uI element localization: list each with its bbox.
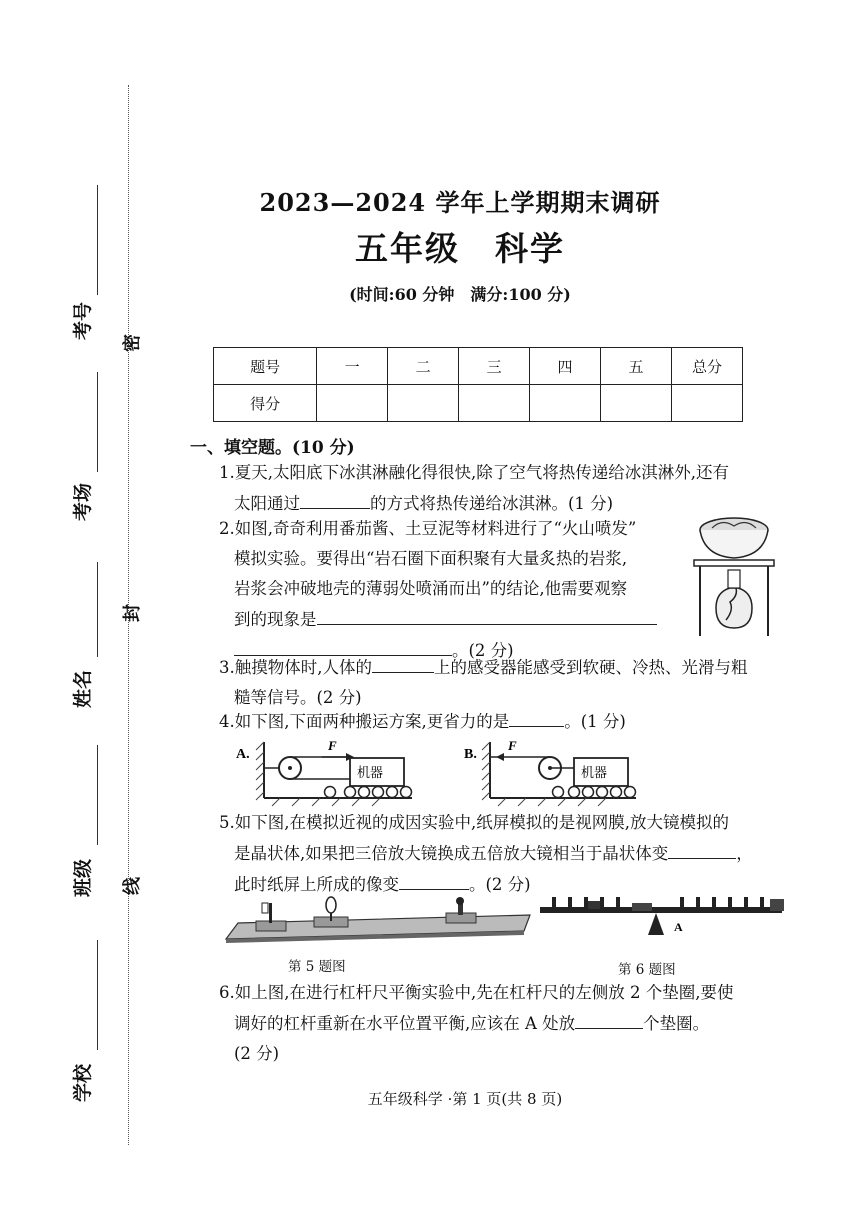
question-text-part: 。(2 分) [452, 641, 514, 660]
question-text-part: ， [736, 844, 753, 863]
seal-word-mi: 密 [122, 334, 143, 352]
answer-blank[interactable] [399, 869, 469, 890]
question-text [219, 838, 819, 869]
force-label: F [328, 738, 337, 753]
answer-blank[interactable] [509, 706, 564, 727]
score-cell: 总分 [671, 348, 742, 385]
score-cell: 题号 [214, 348, 317, 385]
score-entry-cell[interactable] [671, 385, 742, 422]
side-label-school: 学校 [72, 1063, 94, 1102]
answer-blank[interactable] [300, 488, 370, 509]
score-entry-cell[interactable] [317, 385, 388, 422]
volcano-experiment-figure [686, 512, 782, 640]
score-table [213, 347, 743, 422]
class-write-line [97, 745, 99, 845]
score-cell: 三 [459, 348, 530, 385]
question-text-part: 太阳通过 [234, 494, 300, 513]
answer-blank[interactable] [372, 652, 434, 673]
score-table-header-row [214, 348, 743, 385]
answer-blank[interactable] [668, 838, 736, 859]
exam-time-info: (时间:60 分钟 满分:100 分) [349, 285, 571, 304]
score-cell: 得分 [214, 385, 317, 422]
seal-word-xian: 线 [122, 877, 143, 895]
side-label-exam-number: 考号 [72, 301, 94, 340]
pulley-option-a [236, 738, 412, 806]
exam-year-title: 2023—2024 学年上学期期末调研 [259, 188, 661, 217]
section-title: 一、填空题。(10 分) [190, 438, 355, 458]
question-text-part: 调好的杠杆重新在水平位置平衡,应该在 A 处放 [234, 1014, 576, 1033]
name-write-line [97, 562, 99, 657]
pulley-options-figure [232, 738, 642, 808]
exam-subject-title: 五年级 科学 [355, 229, 565, 268]
question-text-part: 个垫圈。 [643, 1014, 710, 1033]
question-text-part: 4.如下图,下面两种搬运方案,更省力的是 [219, 712, 510, 731]
figure-6-caption: 第 6 题图 [618, 962, 676, 978]
school-write-line [97, 940, 99, 1050]
question-text [219, 652, 809, 683]
score-entry-cell[interactable] [601, 385, 672, 422]
score-entry-cell[interactable] [530, 385, 601, 422]
machine-label: 机器 [581, 766, 608, 781]
option-a-label: A. [236, 747, 250, 762]
question-3 [219, 652, 809, 713]
score-table-score-row [214, 385, 743, 422]
score-cell: 二 [388, 348, 459, 385]
question-text-part: 到的现象是 [234, 610, 317, 629]
question-text: 6.如上图,在进行杠杆尺平衡实验中,先在杠杆尺的左侧放 2 个垫圈,要使 [219, 983, 734, 1002]
question-text: 糙等信号。(2 分) [234, 688, 362, 707]
pulley-option-b [464, 738, 636, 806]
lever-balance-figure [538, 893, 786, 941]
side-label-name: 姓名 [72, 669, 94, 708]
question-text-part: 是晶状体,如果把三倍放大镜换成五倍放大镜相当于晶状体变 [234, 844, 669, 863]
question-text: 1.夏天,太阳底下冰淇淋融化得很快,除了空气将热传递给冰淇淋外,还有 [219, 463, 729, 482]
question-text-part: 的方式将热传递给冰淇淋。(1 分) [370, 494, 614, 513]
score-entry-cell[interactable] [388, 385, 459, 422]
question-text-part: 。(2 分) [469, 875, 531, 894]
machine-label: 机器 [357, 766, 384, 781]
figure-5-caption: 第 5 题图 [288, 959, 346, 975]
question-4 [219, 706, 809, 737]
lever-point-a-label: A [674, 920, 683, 934]
page-footer: 五年级科学 ·第 1 页(共 8 页) [367, 1090, 563, 1108]
question-text [219, 1008, 819, 1039]
force-label: F [508, 738, 517, 753]
question-text-part: 上的感受器能感受到软硬、冷热、光滑与粗 [434, 658, 748, 677]
score-cell: 五 [601, 348, 672, 385]
question-text: 岩浆会冲破地壳的薄弱处喷涌而出”的结论,他需要观察 [234, 579, 628, 598]
question-text [219, 706, 809, 737]
question-1 [219, 458, 799, 519]
side-label-class: 班级 [72, 858, 94, 897]
question-text: (2 分) [234, 1044, 280, 1063]
option-b-label: B. [464, 747, 477, 762]
question-text-part: 此时纸屏上所成的像变 [234, 875, 399, 894]
myopia-experiment-figure [224, 895, 532, 945]
score-entry-cell[interactable] [459, 385, 530, 422]
question-text-part: 3.触摸物体时,人体的 [219, 658, 372, 677]
question-6 [219, 978, 819, 1069]
exam-room-write-line [97, 372, 99, 472]
score-cell: 一 [317, 348, 388, 385]
side-label-exam-room: 考场 [72, 482, 94, 521]
seal-word-feng: 封 [122, 604, 143, 622]
score-cell: 四 [530, 348, 601, 385]
answer-blank[interactable] [317, 604, 657, 625]
question-2 [219, 514, 699, 666]
answer-blank[interactable] [575, 1008, 643, 1029]
question-5 [219, 808, 819, 900]
question-text: 模拟实验。要得出“岩石圈下面积聚有大量炙热的岩浆, [234, 549, 628, 568]
question-text: 5.如下图,在模拟近视的成因实验中,纸屏模拟的是视网膜,放大镜模拟的 [219, 813, 729, 832]
question-text: 2.如图,奇奇利用番茄酱、土豆泥等材料进行了“火山喷发” [219, 519, 637, 538]
question-text [219, 604, 699, 635]
question-text-part: 。(1 分) [564, 712, 626, 731]
